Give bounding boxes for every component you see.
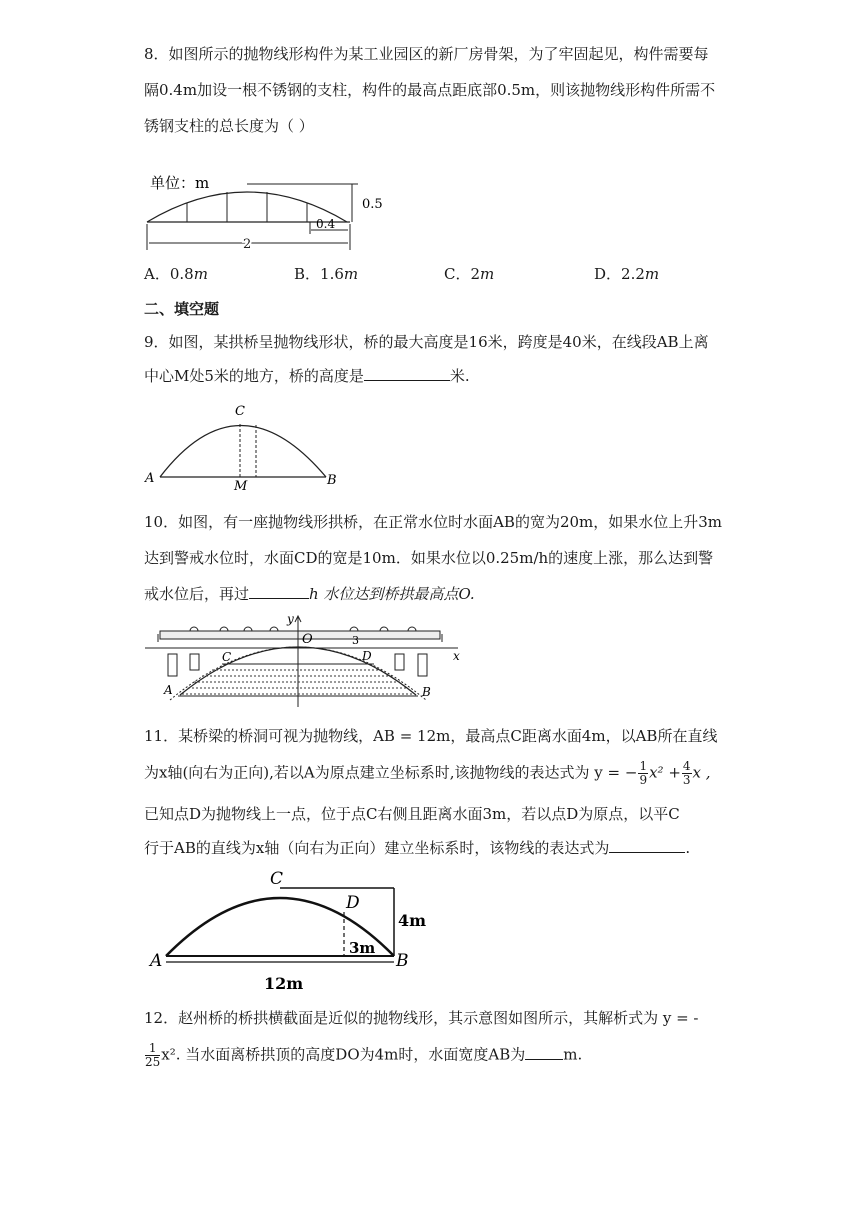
q10-pier: [168, 654, 177, 676]
section-heading: 二、填空题: [144, 300, 220, 318]
q10-pier: [190, 654, 199, 670]
q10-label-d: D: [362, 649, 372, 663]
q9-label-c: C: [235, 404, 245, 419]
q12-fraction-1-25: $\frac{1}{25}$: [145, 1041, 161, 1069]
q11-text-line1: 11．某桥梁的桥洞可视为抛物线，AB = 12m，最高点C距离水面4m，以AB所在直线: [144, 727, 718, 745]
q11-label-a: A: [150, 951, 163, 971]
q11-label-3m: 3m: [349, 939, 376, 957]
q11-text-line4: 行于AB的直线为x轴（向右为正向）建立坐标系时，该物线的表达式为 .: [144, 839, 691, 857]
q8-width-label: 2: [243, 237, 252, 252]
q11-fraction-4-3: $\frac{4}{3}$: [682, 759, 691, 787]
q10-label-x: x: [453, 649, 460, 663]
q9-text-line2: 中心M处5米的地方，桥的高度是 米.: [144, 367, 470, 385]
q12-text-line1: 12．赵州桥的桥拱横截面是近似的抛物线形，其示意图如图所示，其解析式为 y = -: [144, 1009, 699, 1027]
q11-fraction-1-9: $\frac{1}{9}$: [639, 759, 648, 787]
q8-option-b: B．1.6m: [294, 265, 359, 283]
q11-label-c: C: [270, 869, 284, 889]
q12-text-line2: $\frac{1}{25}$ x². 当水面离桥拱顶的高度DO为4m时，水面宽度AB为 m.: [145, 1041, 583, 1069]
q9-arch-figure: [140, 400, 350, 492]
q11-text-line2: 为x轴(向右为正向),若以A为原点建立坐标系时,该抛物线的表达式为 y = − $\frac{1}{9}$ x² + $\frac{4}{3}$ x ,: [144, 759, 711, 787]
q8-parabola-figure: [140, 168, 400, 258]
q9-answer-blank: [364, 366, 450, 381]
q9-label-a: A: [145, 471, 155, 486]
q8-option-a: A．0.8m: [144, 265, 208, 283]
q9-label-m: M: [234, 479, 248, 492]
q11-answer-blank: [609, 838, 685, 853]
q12-answer-blank: [525, 1045, 563, 1060]
q10-label-o: O: [302, 632, 313, 647]
q10-label-c: C: [222, 650, 232, 664]
q8-spacing-label: 0.4: [316, 217, 336, 231]
q10-railing: [190, 627, 416, 631]
q10-pier: [395, 654, 404, 670]
q11-label-b: B: [396, 951, 409, 971]
q9-arch-curve: [160, 426, 326, 478]
q8-unit-label: 单位：m: [150, 174, 210, 192]
q10-label-3: 3: [352, 634, 359, 647]
q10-label-y: y: [287, 612, 294, 626]
q10-bridge-deck: [160, 631, 440, 639]
q10-text-line1: 10．如图，有一座抛物线形拱桥，在正常水位时水面AB的宽为20m，如果水位上升3m: [144, 513, 723, 531]
q10-label-a: A: [164, 683, 173, 697]
q10-label-b: B: [422, 685, 431, 699]
q8-option-c: C．2m: [444, 265, 495, 283]
q8-height-label: 0.5: [362, 197, 383, 212]
q10-text-line3: 戒水位后，再过 h 水位达到桥拱最高点O.: [144, 585, 475, 603]
q8-text-line1: 8．如图所示的抛物线形构件为某工业园区的新厂房骨架，为了牢固起见，构件需要每: [144, 45, 709, 63]
q8-text-line2: 隔0.4m加设一根不锈钢的支柱，构件的最高点距底部0.5m，则该抛物线形构件所需不: [144, 81, 716, 99]
q11-text-line3: 已知点D为抛物线上一点，位于点C右侧且距离水面3m，若以点D为原点，以平C: [144, 805, 680, 823]
q11-label-12m: 12m: [264, 974, 304, 993]
q10-pier: [418, 654, 427, 676]
q10-answer-blank: [249, 584, 309, 599]
q10-bridge-figure: [140, 612, 470, 712]
q9-text-line1: 9．如图，某拱桥呈抛物线形状，桥的最大高度是16米，跨度是40米，在线段AB上离: [144, 333, 709, 351]
q9-label-b: B: [327, 473, 337, 488]
q8-text-line3: 锈钢支柱的总长度为（ ）: [144, 117, 314, 135]
q10-text-line2: 达到警戒水位时，水面CD的宽是10m．如果水位以0.25m/h的速度上涨，那么达到警: [144, 549, 714, 567]
q11-label-4m: 4m: [398, 911, 427, 930]
q11-label-d: D: [346, 893, 360, 913]
q11-arch-figure: [140, 866, 440, 994]
q8-option-d: D．2.2m: [594, 265, 660, 283]
